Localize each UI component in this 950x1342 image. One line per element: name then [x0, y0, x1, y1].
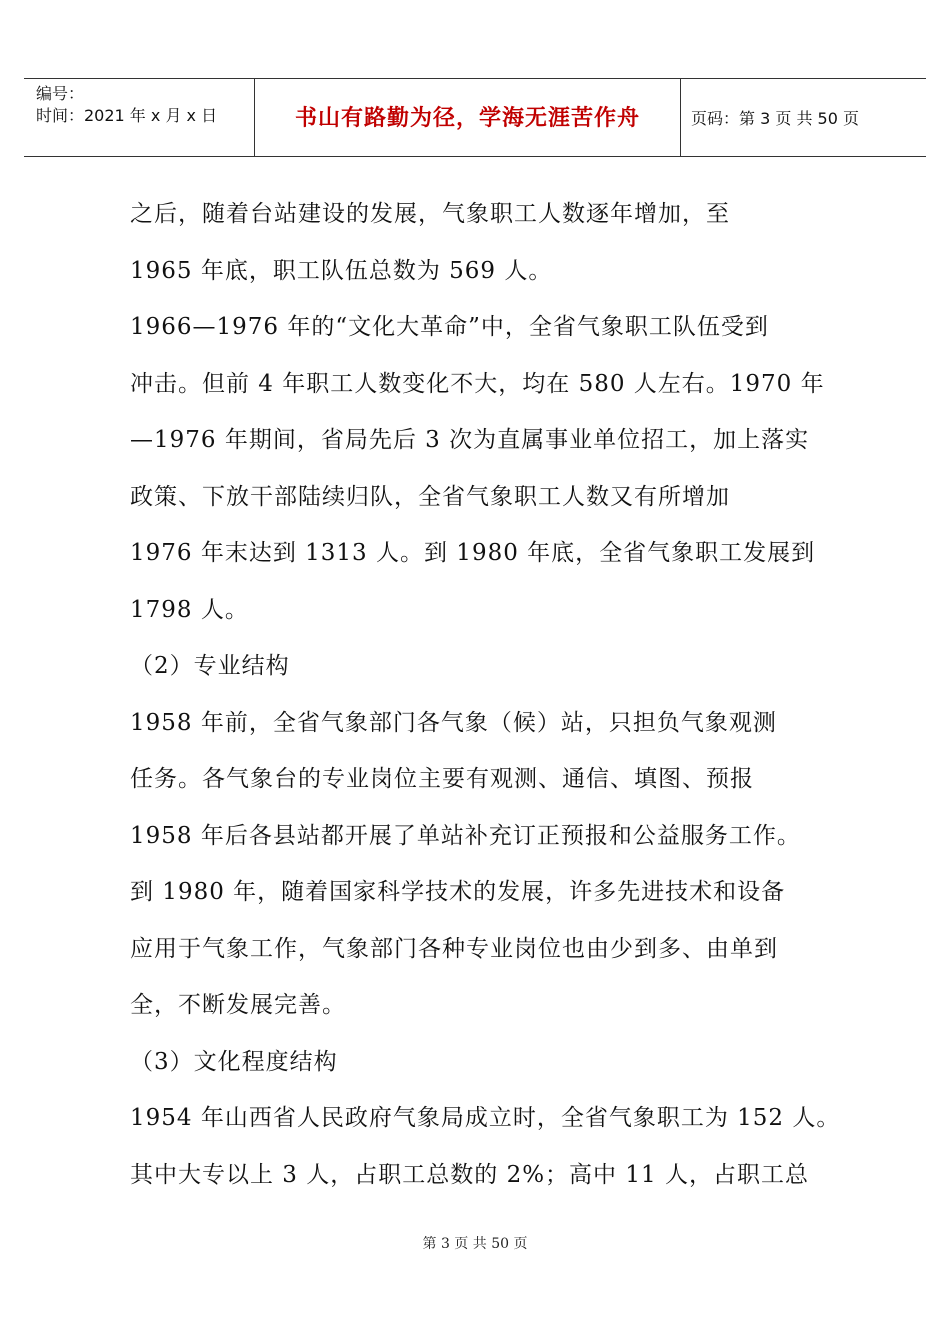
body-line: 1798 人。	[130, 596, 249, 623]
section-heading: （2）专业结构	[130, 653, 290, 679]
body-line: 任务。各气象台的专业岗位主要有观测、通信、填图、预报	[130, 766, 754, 792]
body-line: 应用于气象工作，气象部门各种专业岗位也由少到多、由单到	[130, 935, 778, 962]
section-heading: （3）文化程度结构	[130, 1048, 338, 1075]
header-page-info: 页码：第 3 页 共 50 页	[691, 109, 859, 128]
page-footer	[0, 1233, 950, 1253]
document-body	[130, 186, 850, 1203]
body-line: 政策、下放干部陆续归队，全省气象职工人数又有所增加	[130, 483, 730, 510]
body-line: —1976 年期间，省局先后 3 次为直属事业单位招工，加上落实	[130, 427, 810, 453]
body-line: 1954 年山西省人民政府气象局成立时，全省气象职工为 152 人。	[130, 1105, 841, 1131]
body-line: 1958 年后各县站都开展了单站补充订正预报和公益服务工作。	[130, 822, 801, 849]
body-line: 全，不断发展完善。	[130, 992, 346, 1018]
body-line: 1965 年底，职工队伍总数为 569 人。	[130, 257, 553, 284]
body-line: 到 1980 年，随着国家科学技术的发展，许多先进技术和设备	[130, 879, 786, 905]
body-line: 冲击。但前 4 年职工人数变化不大，均在 580 人左右。1970 年	[130, 370, 825, 397]
page-header	[24, 78, 926, 157]
body-line: 1966—1976 年的“文化大革命”中，全省气象职工队伍受到	[130, 314, 769, 340]
body-line: 1958 年前，全省气象部门各气象（候）站，只担负气象观测	[130, 709, 777, 736]
footer-page-number: 第 3 页 共 50 页	[422, 1236, 528, 1252]
body-line: 之后，随着台站建设的发展，气象职工人数逐年增加，至	[130, 201, 730, 227]
body-line: 1976 年末达到 1313 人。到 1980 年底，全省气象职工发展到	[130, 540, 816, 566]
header-meta	[36, 83, 254, 127]
header-motto: 书山有路勤为径，学海无涯苦作舟	[294, 106, 640, 131]
serial-number-label: 编号：	[36, 84, 85, 103]
body-line: 其中大专以上 3 人，占职工总数的 2%；高中 11 人，占职工总	[130, 1161, 809, 1188]
date-label: 时间：2021 年 x 月 x 日	[36, 106, 218, 125]
header-divider-right	[680, 79, 681, 156]
